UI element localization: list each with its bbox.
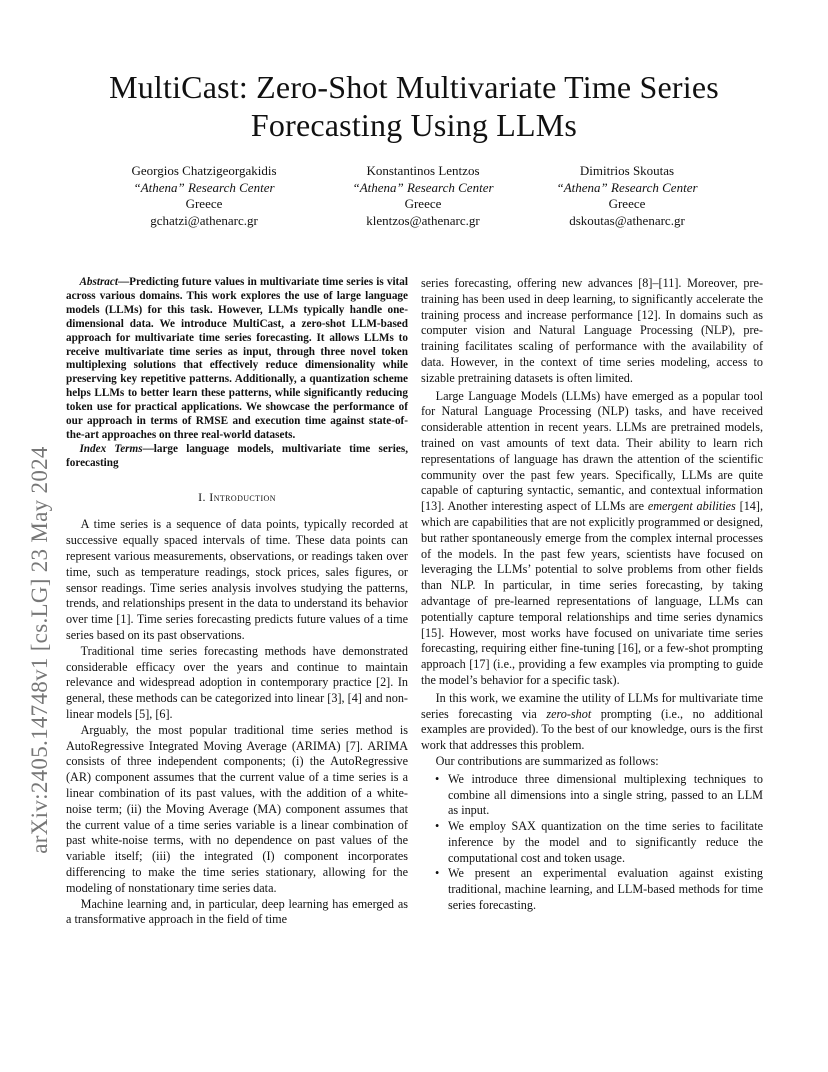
bullet-icon: • [435, 866, 440, 881]
bullet-icon: • [435, 771, 440, 786]
list-item-text: We present an experimental evaluation against existing traditional, machine learning, and LLM-based methods for time series forecasting. [448, 866, 763, 913]
bullet-icon: • [435, 819, 440, 834]
intro-paragraph-7: Our contributions are summarized as follows: [435, 753, 659, 768]
author-name: Dimitrios Skoutas [579, 163, 675, 178]
intro-paragraph-4: Machine learning and, in particular, deep learning has emerged as a transformative approach in the field of time [66, 896, 408, 927]
author-country: Greece [185, 196, 223, 211]
author-country: Greece [404, 196, 442, 211]
author-name: Konstantinos Lentzos [366, 163, 480, 178]
paragraph-text: Large Language Models (LLMs) have emerged as a popular tool for Natural Language Processing (NLP) tasks, and have received considerable attention in recent years. LLMs are pretrained models, trained on vast amounts of text data. Their ability to learn rich representations of language has drawn the attention of the scientific community over the past few years. Specifically, LLMs are quite capable of capturing syntactic, semantic, and contextual information [13]. Another interesting aspect of LLMs are [421, 388, 763, 514]
contributions-list [421, 772, 763, 914]
author-affiliation: “Athena” Research Center [133, 179, 275, 195]
intro-paragraph-6 [421, 691, 763, 754]
title-line-1: MultiCast: Zero-Shot Multivariate Time Series [109, 69, 719, 105]
index-terms [66, 443, 408, 471]
list-item [421, 866, 763, 913]
intro-paragraph-5 [421, 389, 763, 689]
intro-paragraph-1: A time series is a sequence of data points, typically recorded at successive equally spaced intervals of time. These data points can represent various measurements, observations, or readings taken over time, such as temperature readings, stock prices, sales figures, or sensor readings. Time series analysis involves studying the patterns, trends, and relationships present in the data to understand its behavior over time [1]. Time series forecasting predicts future values of a time series based on its past observations. [66, 517, 408, 643]
intro-paragraph-4-continued: series forecasting, offering new advances [8]–[11]. Moreover, pre-training has been used in deep learning, to significantly accelerate the training process and increase performance [12]. In domains such as computer vision and Natural Language Processing (NLP), pre-training facilitates scaling of performance with the availability of data. However, in the context of time series modeling, access to sizable pretraining datasets is often limited. [421, 276, 763, 385]
arxiv-identifier: arXiv:2405.14748v1 [cs.LG] 23 May 2024 [27, 446, 52, 854]
index-terms-text: —large language models, multivariate time series, forecasting [66, 442, 408, 469]
section-heading-introduction: I. Introduction [198, 489, 276, 504]
author-affiliation: “Athena” Research Center [556, 179, 698, 195]
author-email: dskoutas@athenarc.gr [569, 212, 685, 228]
abstract [66, 276, 408, 443]
paper-title [40, 68, 788, 144]
intro-paragraph-3: Arguably, the most popular traditional time series method is AutoRegressive Integrated Moving Average (ARIMA) [7]. ARIMA consists of three independent components; (i) the AutoRegressive (AR) component assumes that the current value of a time series is a linear combination of its past values, with the addition of a white-noise term; (ii) the Moving Average (MA) component assumes that the current value of a time series variable is a linear combination of past white-noise terms, with no dependence on past values of the variable itself; (iii) the integrated (I) component incorporates differencing to make the time series stationary, allowing for the modeling of nonstationary time series data. [66, 722, 408, 895]
paragraph-text: prompting (i.e., no additional examples are provided). To the best of our knowledge, ours is the first work that addresses this problem. [421, 706, 764, 753]
emphasis-text: zero-shot [546, 706, 592, 721]
author-block-3 [517, 163, 737, 229]
abstract-lead: Abstract [79, 276, 118, 288]
abstract-text: —Predicting future values in multivariate time series is vital across various domains. This work explores the use of large language models (LLMs) for this task. However, LLMs typically handle one-dimensional data. We introduce MultiCast, a zero-shot LLM-based approach for multivariate time series forecasting. It allows LLMs to receive multivariate time series as input, through three novel token multiplexing solutions that effectively reduce dimensionality while preserving key repetitive patterns. Additionally, a quantization scheme helps LLMs to better learn these patterns, while significantly reducing token use for practical applications. We showcase the performance of our approach in terms of RMSE and execution time against state-of-the-art approaches on three real-world datasets. [66, 276, 408, 441]
list-item [421, 819, 763, 866]
intro-paragraph-2: Traditional time series forecasting methods have demonstrated considerable efficacy over the years and continue to maintain relevance and widespread adoption in contemporary practice [2]. In general, these methods can be categorized into linear [3], [4] and non-linear models [5], [6]. [66, 643, 408, 722]
paragraph-text: [14], which are capabilities that are not explicitly programmed or designed, but rather spontaneously emerge from the complex internal processes of the models. In the past few years, scientists have focused on leveraging the LLMs’ potential to solve problems from other fields than NLP. In particular, in time series forecasting, by taking advantage of pre-learned representations of language, LLMs can potentially capture temporal relationships and time series dynamics [15]. However, most works have focused on univariate time series forecasting, requiring either fine-tuning [16], or a few-shot prompting approach [17] (i.e., providing a few examples via prompting to guide the model’s behavior for a specific task). [421, 499, 763, 687]
right-column [421, 276, 763, 914]
title-line-2: Forecasting Using LLMs [250, 107, 578, 143]
index-terms-lead: Index Terms [79, 442, 143, 455]
emphasis-text: emergent abilities [647, 499, 736, 514]
left-column [66, 276, 408, 928]
paragraph-text: In this work, we examine the utility of LLMs for multivariate time series forecasting via [421, 690, 763, 721]
author-affiliation: “Athena” Research Center [352, 179, 494, 195]
author-block-1 [94, 163, 314, 229]
list-item-text: We introduce three dimensional multiplexing techniques to combine all dimensions into a single string, passed to an LLM as input. [448, 771, 763, 818]
author-name: Georgios Chatzigeorgakidis [131, 163, 277, 178]
list-item-text: We employ SAX quantization on the time series to facilitate inference by the model and to significantly reduce the computational cost and token usage. [448, 819, 763, 865]
author-email: klentzos@athenarc.gr [366, 212, 480, 228]
list-item [421, 772, 763, 819]
author-country: Greece [608, 196, 646, 211]
author-email: gchatzi@athenarc.gr [150, 212, 258, 228]
author-block-2 [313, 163, 533, 229]
